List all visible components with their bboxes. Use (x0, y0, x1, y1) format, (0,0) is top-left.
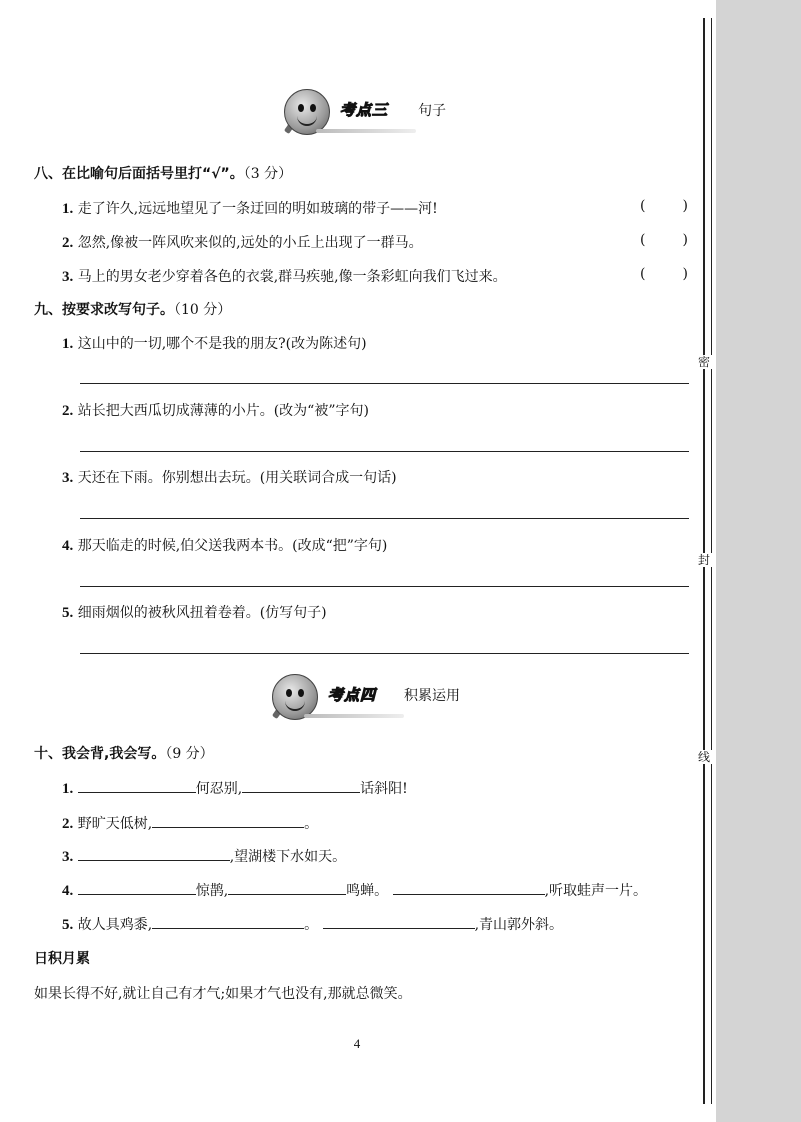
daily-heading: 日积月累 (34, 951, 90, 967)
daily-quote: 如果长得不好,就让自己有才气;如果才气也没有,那就总微笑。 (34, 986, 412, 1002)
fill-blank[interactable] (78, 880, 196, 895)
section-badge: 考点四 (328, 686, 377, 704)
margin-char-feng: 封 (694, 553, 714, 567)
section-badge: 考点三 (340, 101, 389, 119)
question-item: 1. 走了许久,远远地望见了一条迂回的明如玻璃的带子——河! (62, 201, 438, 217)
margin-char-xian: 线 (694, 750, 714, 764)
question-item: 3. 马上的男女老少穿着各色的衣裳,群马疾驰,像一条彩虹向我们飞过来。 (62, 269, 507, 285)
question-item: 2. 站长把大西瓜切成薄薄的小片。(改为“被”字句) (62, 403, 369, 419)
question-item: 4. 那天临走的时候,伯父送我两本书。(改成“把”字句) (62, 538, 388, 554)
question-item: 3. ,望湖楼下水如天。 (62, 846, 346, 866)
section-banner (276, 85, 466, 147)
fill-blank[interactable] (323, 914, 475, 929)
page-number: 4 (353, 1036, 361, 1051)
question-heading: 十、我会背,我会写。（9 分） (34, 746, 214, 762)
margin-char-mi: 密 (694, 355, 714, 369)
question-heading: 九、按要求改写句子。（10 分） (34, 302, 232, 318)
fill-blank[interactable] (152, 813, 304, 828)
question-item: 5. 细雨烟似的被秋风扭着卷着。(仿写句子) (62, 605, 327, 621)
question-item: 4. 惊鹊, 鸣蝉。 ,听取蛙声一片。 (62, 880, 647, 900)
question-item: 1. 何忍别, 话斜阳! (62, 778, 408, 798)
answer-line[interactable] (80, 518, 689, 519)
question-item: 2. 忽然,像被一阵风吹来似的,远处的小丘上出现了一群马。 (62, 235, 423, 251)
swoosh-decoration (304, 714, 404, 718)
answer-line[interactable] (80, 451, 689, 452)
question-item: 5. 故人具鸡黍, 。 ,青山郭外斜。 (62, 914, 563, 934)
question-item: 3. 天还在下雨。你别想出去玩。(用关联词合成一句话) (62, 470, 397, 486)
question-item: 1. 这山中的一切,哪个不是我的朋友?(改为陈述句) (62, 336, 367, 352)
section-banner (264, 670, 484, 732)
answer-parentheses[interactable]: ( ) (640, 198, 688, 214)
answer-line[interactable] (80, 383, 689, 384)
question-item: 2. 野旷天低树, 。 (62, 813, 318, 833)
fill-blank[interactable] (78, 778, 196, 793)
swoosh-decoration (316, 129, 416, 133)
binding-margin (716, 0, 801, 1122)
answer-line[interactable] (80, 586, 689, 587)
section-title: 积累运用 (404, 688, 460, 704)
fill-blank[interactable] (78, 846, 230, 861)
question-heading: 八、在比喻句后面括号里打“√”。（3 分） (34, 166, 293, 182)
answer-line[interactable] (80, 653, 689, 654)
fill-blank[interactable] (393, 880, 545, 895)
answer-parentheses[interactable]: ( ) (640, 232, 688, 248)
fill-blank[interactable] (228, 880, 346, 895)
section-title: 句子 (418, 103, 446, 119)
answer-parentheses[interactable]: ( ) (640, 266, 688, 282)
fill-blank[interactable] (242, 778, 360, 793)
fill-blank[interactable] (152, 914, 304, 929)
